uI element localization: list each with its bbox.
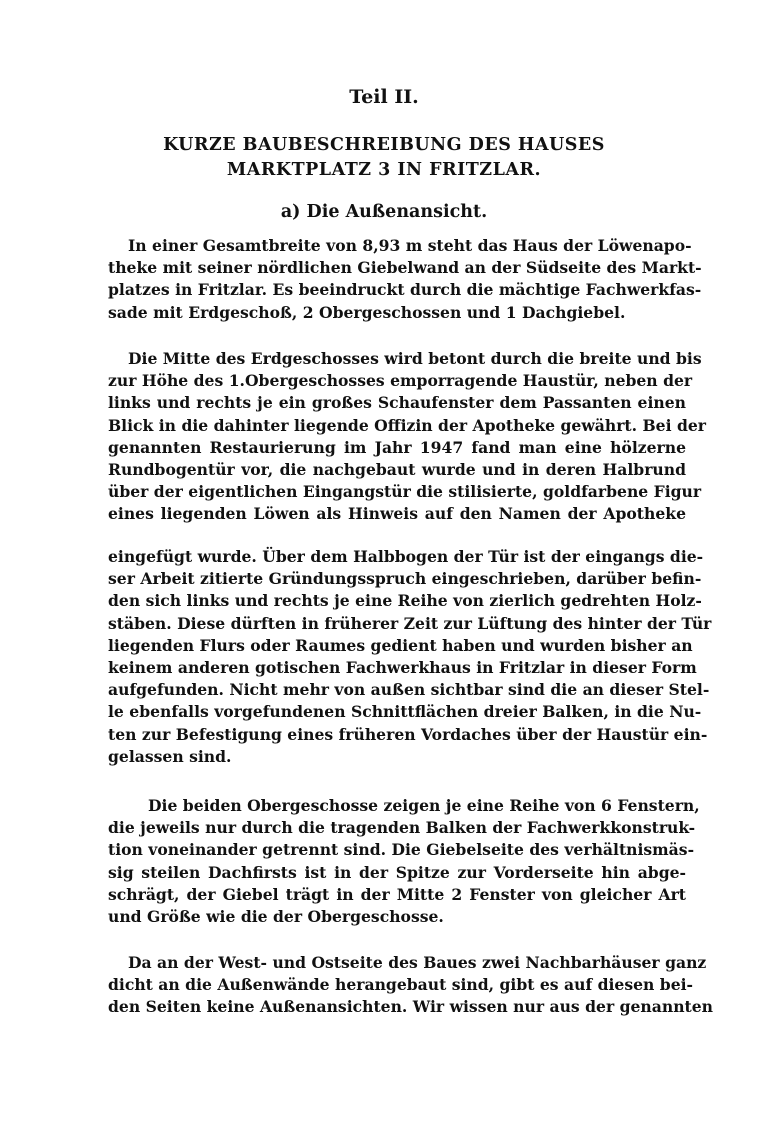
paragraph-line: Rundbogentür vor, die nachgebaut wurde und in deren Halbrund <box>108 460 686 480</box>
paragraph-line: den Seiten keine Außenansichten. Wir wissen nur aus der genannten <box>108 997 714 1017</box>
paragraph-line: eines liegenden Löwen als Hinweis auf den Namen der Apotheke <box>108 504 686 524</box>
paragraph-line: ten zur Befestigung eines früheren Vordaches über der Haustür ein- <box>108 724 708 744</box>
paragraph-line: sade mit Erdgeschoß, 2 Obergeschossen und 1 Dachgiebel. <box>108 302 626 322</box>
paragraph-line: gelassen sind. <box>108 746 232 766</box>
paragraph-3 <box>108 546 712 768</box>
paragraph-line: Da an der West- und Ostseite des Baues zwei Nachbarhäuser ganz <box>128 953 707 972</box>
paragraph-line: den sich links und rechts je eine Reihe von zierlich gedrehten Holz- <box>108 591 702 611</box>
paragraph-line: genannten Restaurierung im Jahr 1947 fand man eine hölzerne <box>108 437 686 457</box>
paragraph-line: dicht an die Außenwände herangebaut sind, gibt es auf diesen bei- <box>108 975 694 995</box>
paragraph-line: aufgefunden. Nicht mehr von außen sichtbar sind die an dieser Stel- <box>108 680 710 700</box>
paragraph-line: zur Höhe des 1.Obergeschosses emporragende Haustür, neben der <box>108 371 693 391</box>
paragraph-line: und Größe wie die der Obergeschosse. <box>108 907 444 927</box>
paragraph-line: Die Mitte des Erdgeschosses wird betont durch die breite und bis <box>128 349 702 368</box>
paragraph-line: liegenden Flurs oder Raumes gedient haben und wurden bisher an <box>108 635 693 655</box>
main-title <box>0 133 768 183</box>
paragraph-line: keinem anderen gotischen Fachwerkhaus in Fritzlar in dieser Form <box>108 658 697 678</box>
paragraph-line: Die beiden Obergeschosse zeigen je eine Reihe von 6 Fenstern, <box>148 796 700 815</box>
paragraph-line: ser Arbeit zitierte Gründungsspruch eingeschrieben, darüber befin- <box>108 569 702 589</box>
paragraph-4 <box>108 795 700 928</box>
part-title: Teil II. <box>349 86 419 108</box>
paragraph-line: sig steilen Dachfirsts ist in der Spitze zur Vorderseite hin abge- <box>108 862 686 882</box>
paragraph-line: theke mit seiner nördlichen Giebelwand an der Südseite des Markt- <box>108 258 702 278</box>
paragraph-line: platzes in Fritzlar. Es beeindruckt durch die mächtige Fachwerkfas- <box>108 280 702 300</box>
paragraph-line: links und rechts je ein großes Schaufenster dem Passanten einen <box>108 393 686 413</box>
main-title-line-1: KURZE BAUBESCHREIBUNG DES HAUSES <box>163 135 605 155</box>
paragraph-2 <box>108 348 706 526</box>
paragraph-line: le ebenfalls vorgefundenen Schnittflächen dreier Balken, in die Nu- <box>108 702 702 722</box>
paragraph-line: schrägt, der Giebel trägt in der Mitte 2 Fenster von gleicher Art <box>108 884 686 904</box>
section-title: a) Die Außenansicht. <box>280 202 488 222</box>
paragraph-line: Blick in die dahinter liegende Offizin der Apotheke gewährt. Bei der <box>108 415 706 435</box>
paragraph-5 <box>108 952 714 1019</box>
paragraph-1 <box>108 235 702 324</box>
paragraph-line: die jeweils nur durch die tragenden Balken der Fachwerkkonstruk- <box>108 818 696 838</box>
paragraph-line: tion voneinander getrennt sind. Die Giebelseite des verhältnismäs- <box>108 840 695 860</box>
main-title-line-2: MARKTPLATZ 3 IN FRITZLAR. <box>226 160 542 180</box>
paragraph-line: über der eigentlichen Eingangstür die stilisierte, goldfarbene Figur <box>108 482 702 502</box>
paragraph-line: In einer Gesamtbreite von 8,93 m steht das Haus der Löwenapo- <box>128 236 692 255</box>
paragraph-line: eingefügt wurde. Über dem Halbbogen der Tür ist der eingangs die- <box>108 547 704 566</box>
paragraph-line: stäben. Diese dürften in früherer Zeit zur Lüftung des hinter der Tür <box>108 613 712 633</box>
